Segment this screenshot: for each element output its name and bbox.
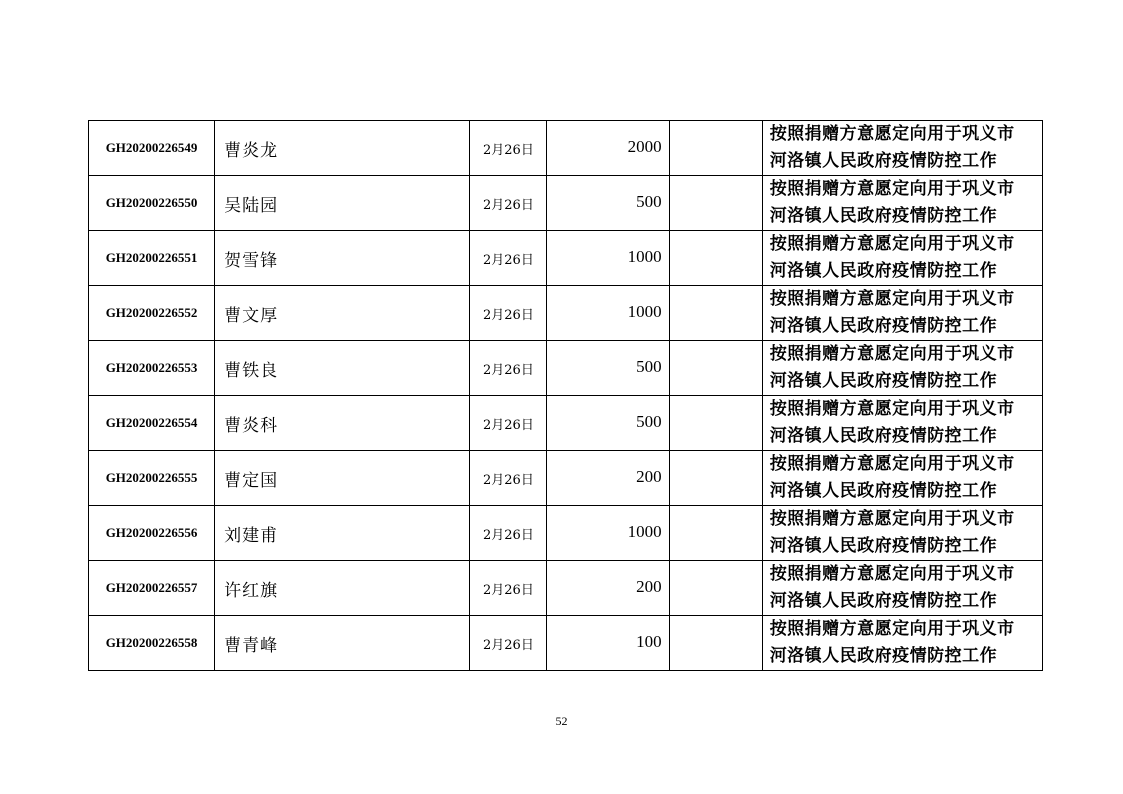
- donor-name-cell: 许红旗: [215, 561, 470, 616]
- empty-cell: [669, 286, 762, 341]
- table-row: [89, 396, 1043, 451]
- receipt-id-cell: GH20200226550: [89, 176, 215, 231]
- receipt-id-cell: GH20200226554: [89, 396, 215, 451]
- donor-name-cell: 刘建甫: [215, 506, 470, 561]
- amount-cell: [547, 286, 669, 341]
- donor-name-cell: 曹铁良: [215, 341, 470, 396]
- amount-cell: [547, 561, 669, 616]
- purpose-cell: [762, 121, 1042, 176]
- amount-cell: [547, 396, 669, 451]
- donation-table: [88, 120, 1043, 671]
- donor-name-cell: 曹青峰: [215, 616, 470, 671]
- empty-cell: [669, 341, 762, 396]
- table-row: [89, 231, 1043, 286]
- amount-value: 200: [636, 577, 662, 596]
- empty-cell: [669, 121, 762, 176]
- receipt-id-cell: GH20200226551: [89, 231, 215, 286]
- receipt-id-cell: GH20200226557: [89, 561, 215, 616]
- amount-value: 1000: [627, 522, 662, 541]
- purpose-line-2: 河洛镇人民政府疫情防控工作: [769, 261, 998, 281]
- empty-cell: [669, 616, 762, 671]
- date-cell: 2月26日: [470, 176, 547, 231]
- table-row: [89, 451, 1043, 506]
- amount-value: 500: [636, 357, 662, 376]
- purpose-line-1: 按照捐赠方意愿定向用于巩义市: [769, 344, 1015, 364]
- empty-cell: [669, 561, 762, 616]
- table-row: [89, 341, 1043, 396]
- amount-cell: [547, 451, 669, 506]
- empty-cell: [669, 176, 762, 231]
- table-row: [89, 121, 1043, 176]
- purpose-line-2: 河洛镇人民政府疫情防控工作: [769, 591, 998, 611]
- purpose-line-1: 按照捐赠方意愿定向用于巩义市: [769, 509, 1015, 529]
- donor-name-cell: 贺雪锋: [215, 231, 470, 286]
- date-cell: 2月26日: [470, 506, 547, 561]
- purpose-line-1: 按照捐赠方意愿定向用于巩义市: [769, 289, 1015, 309]
- amount-cell: [547, 121, 669, 176]
- table-row: [89, 561, 1043, 616]
- amount-value: 100: [636, 632, 662, 651]
- date-cell: 2月26日: [470, 341, 547, 396]
- purpose-line-2: 河洛镇人民政府疫情防控工作: [769, 371, 998, 391]
- amount-value: 500: [636, 412, 662, 431]
- purpose-line-2: 河洛镇人民政府疫情防控工作: [769, 536, 998, 556]
- empty-cell: [669, 396, 762, 451]
- purpose-cell: [762, 506, 1042, 561]
- purpose-line-2: 河洛镇人民政府疫情防控工作: [769, 481, 998, 501]
- purpose-cell: [762, 286, 1042, 341]
- date-cell: 2月26日: [470, 121, 547, 176]
- purpose-line-2: 河洛镇人民政府疫情防控工作: [769, 206, 998, 226]
- receipt-id-cell: GH20200226555: [89, 451, 215, 506]
- purpose-cell: [762, 231, 1042, 286]
- donor-name-cell: 吴陆园: [215, 176, 470, 231]
- donor-name-cell: 曹定国: [215, 451, 470, 506]
- purpose-cell: [762, 451, 1042, 506]
- empty-cell: [669, 231, 762, 286]
- purpose-cell: [762, 176, 1042, 231]
- purpose-cell: [762, 396, 1042, 451]
- purpose-line-1: 按照捐赠方意愿定向用于巩义市: [769, 619, 1015, 639]
- amount-cell: [547, 616, 669, 671]
- empty-cell: [669, 506, 762, 561]
- date-cell: 2月26日: [470, 286, 547, 341]
- date-cell: 2月26日: [470, 561, 547, 616]
- purpose-line-2: 河洛镇人民政府疫情防控工作: [769, 646, 998, 666]
- receipt-id-cell: GH20200226549: [89, 121, 215, 176]
- date-cell: 2月26日: [470, 616, 547, 671]
- donation-table-body: [89, 121, 1043, 671]
- purpose-line-2: 河洛镇人民政府疫情防控工作: [769, 426, 998, 446]
- donor-name-cell: 曹文厚: [215, 286, 470, 341]
- date-cell: 2月26日: [470, 451, 547, 506]
- amount-cell: [547, 341, 669, 396]
- amount-value: 500: [636, 192, 662, 211]
- amount-cell: [547, 176, 669, 231]
- purpose-line-1: 按照捐赠方意愿定向用于巩义市: [769, 179, 1015, 199]
- purpose-cell: [762, 561, 1042, 616]
- purpose-line-2: 河洛镇人民政府疫情防控工作: [769, 151, 998, 171]
- amount-value: 1000: [627, 302, 662, 321]
- purpose-line-1: 按照捐赠方意愿定向用于巩义市: [769, 234, 1015, 254]
- purpose-cell: [762, 616, 1042, 671]
- amount-value: 200: [636, 467, 662, 486]
- purpose-line-1: 按照捐赠方意愿定向用于巩义市: [769, 454, 1015, 474]
- table-row: [89, 286, 1043, 341]
- amount-value: 1000: [627, 247, 662, 266]
- purpose-line-1: 按照捐赠方意愿定向用于巩义市: [769, 399, 1015, 419]
- amount-value: 2000: [627, 137, 662, 156]
- date-cell: 2月26日: [470, 231, 547, 286]
- receipt-id-cell: GH20200226552: [89, 286, 215, 341]
- table-row: [89, 506, 1043, 561]
- purpose-cell: [762, 341, 1042, 396]
- donor-name-cell: 曹炎科: [215, 396, 470, 451]
- date-cell: 2月26日: [470, 396, 547, 451]
- empty-cell: [669, 451, 762, 506]
- donor-name-cell: 曹炎龙: [215, 121, 470, 176]
- receipt-id-cell: GH20200226558: [89, 616, 215, 671]
- purpose-line-1: 按照捐赠方意愿定向用于巩义市: [769, 124, 1015, 144]
- purpose-line-1: 按照捐赠方意愿定向用于巩义市: [769, 564, 1015, 584]
- amount-cell: [547, 506, 669, 561]
- page-number: 52: [555, 714, 568, 728]
- amount-cell: [547, 231, 669, 286]
- receipt-id-cell: GH20200226553: [89, 341, 215, 396]
- purpose-line-2: 河洛镇人民政府疫情防控工作: [769, 316, 998, 336]
- table-row: [89, 616, 1043, 671]
- table-row: [89, 176, 1043, 231]
- receipt-id-cell: GH20200226556: [89, 506, 215, 561]
